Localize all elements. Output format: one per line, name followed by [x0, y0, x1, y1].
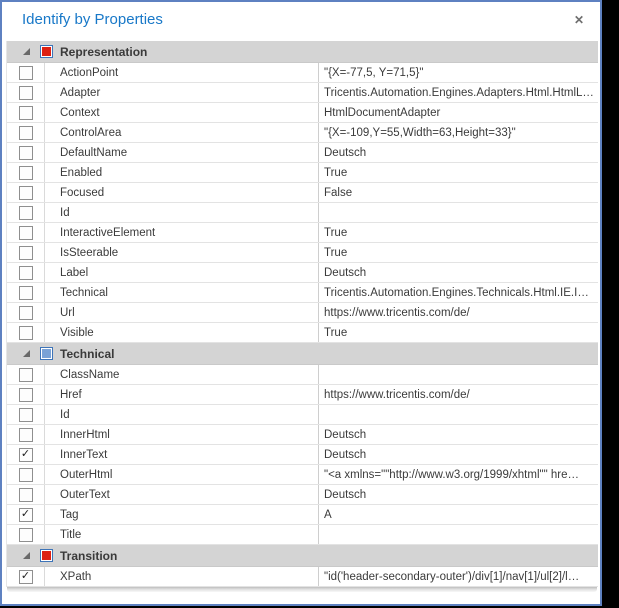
checkbox-cell-tag: [7, 505, 45, 524]
property-value-actionpoint[interactable]: "{X=-77,5, Y=71,5}": [324, 66, 424, 79]
property-row-url: [7, 303, 598, 323]
checkbox-adapter[interactable]: [19, 86, 33, 100]
property-value-issteerable[interactable]: True: [324, 246, 348, 259]
property-row-outerhtml: [7, 465, 598, 485]
property-name-tag: Tag: [45, 505, 319, 524]
checkbox-cell-url: [7, 303, 45, 322]
property-name-enabled: Enabled: [45, 163, 319, 182]
close-icon: ✕: [573, 13, 585, 27]
property-name-title: Title: [45, 525, 319, 544]
property-row-visible: [7, 323, 598, 343]
close-button[interactable]: [571, 12, 587, 28]
property-row-enabled: [7, 163, 598, 183]
property-value-context[interactable]: HtmlDocumentAdapter: [324, 106, 441, 119]
property-row-issteerable: [7, 243, 598, 263]
checkbox-issteerable[interactable]: [19, 246, 33, 260]
checkbox-enabled[interactable]: [19, 166, 33, 180]
property-value-id[interactable]: [319, 405, 598, 424]
checkbox-cell-controlarea: [7, 123, 45, 142]
checkbox-cell-outertext: [7, 485, 45, 504]
checkbox-interactiveelement[interactable]: [19, 226, 33, 240]
property-value-innerhtml[interactable]: Deutsch: [324, 428, 367, 441]
checkbox-id[interactable]: [19, 206, 33, 220]
property-name-focused: Focused: [45, 183, 319, 202]
property-row-xpath: [7, 567, 598, 587]
property-row-href: [7, 385, 598, 405]
property-row-controlarea: [7, 123, 598, 143]
dialog-titlebar: [2, 2, 600, 41]
property-row-tag: [7, 505, 598, 525]
checkbox-cell-adapter: [7, 83, 45, 102]
checkbox-cell-id: [7, 203, 45, 222]
property-row-adapter: [7, 83, 598, 103]
property-value-label[interactable]: Deutsch: [324, 266, 367, 279]
property-name-adapter: Adapter: [45, 83, 319, 102]
checkmark-icon: ✓: [20, 570, 31, 582]
checkbox-cell-label: [7, 263, 45, 282]
checkmark-icon: ✓: [20, 448, 31, 460]
property-name-outerhtml: OuterHtml: [45, 465, 319, 484]
checkbox-outerhtml[interactable]: [19, 468, 33, 482]
property-row-interactiveelement: [7, 223, 598, 243]
property-value-outertext[interactable]: Deutsch: [324, 488, 367, 501]
checkbox-cell-classname: [7, 365, 45, 384]
checkbox-label[interactable]: [19, 266, 33, 280]
checkbox-cell-technical: [7, 283, 45, 302]
property-grid: [6, 41, 598, 587]
property-name-id: Id: [45, 405, 319, 424]
property-value-interactiveelement[interactable]: True: [324, 226, 348, 239]
representation-section-icon: [40, 45, 53, 58]
property-value-tag[interactable]: A: [324, 508, 332, 521]
property-value-title[interactable]: [319, 525, 598, 544]
technical-section-icon: [40, 347, 53, 360]
section-label: Technical: [60, 346, 115, 361]
property-row-outertext: [7, 485, 598, 505]
property-name-classname: ClassName: [45, 365, 319, 384]
property-name-outertext: OuterText: [45, 485, 319, 504]
checkbox-cell-focused: [7, 183, 45, 202]
checkbox-innerhtml[interactable]: [19, 428, 33, 442]
transition-section-icon: [40, 549, 53, 562]
section-header-representation[interactable]: [7, 41, 598, 63]
property-row-actionpoint: [7, 63, 598, 83]
property-row-label: [7, 263, 598, 283]
property-name-innertext: InnerText: [45, 445, 319, 464]
property-row-defaultname: [7, 143, 598, 163]
checkbox-cell-actionpoint: [7, 63, 45, 82]
property-value-focused[interactable]: False: [324, 186, 353, 199]
section-label: Transition: [60, 548, 118, 563]
checkbox-context[interactable]: [19, 106, 33, 120]
checkbox-cell-title: [7, 525, 45, 544]
property-name-label: Label: [45, 263, 319, 282]
property-row-focused: [7, 183, 598, 203]
dialog-title: Identify by Properties: [22, 11, 163, 28]
checkbox-cell-visible: [7, 323, 45, 342]
section-header-transition[interactable]: [7, 545, 598, 567]
property-value-controlarea[interactable]: "{X=-109,Y=55,Width=63,Height=33}": [324, 126, 516, 139]
checkbox-innertext[interactable]: [19, 448, 33, 462]
property-value-visible[interactable]: True: [324, 326, 348, 339]
property-row-title: [7, 525, 598, 545]
property-value-id[interactable]: [319, 203, 598, 222]
checkbox-cell-interactiveelement: [7, 223, 45, 242]
property-name-href: Href: [45, 385, 319, 404]
property-row-technical: [7, 283, 598, 303]
checkbox-cell-href: [7, 385, 45, 404]
property-value-defaultname[interactable]: Deutsch: [324, 146, 367, 159]
checkbox-technical[interactable]: [19, 286, 33, 300]
property-name-technical: Technical: [45, 283, 319, 302]
property-value-url[interactable]: https://www.tricentis.com/de/: [324, 306, 470, 319]
checkbox-cell-innerhtml: [7, 425, 45, 444]
checkbox-url[interactable]: [19, 306, 33, 320]
property-row-id: [7, 405, 598, 425]
checkbox-outertext[interactable]: [19, 488, 33, 502]
checkbox-cell-context: [7, 103, 45, 122]
expander-icon[interactable]: [23, 552, 30, 559]
property-value-href[interactable]: https://www.tricentis.com/de/: [324, 388, 470, 401]
grid-drop-shadow: [7, 587, 597, 592]
property-row-innertext: [7, 445, 598, 465]
checkbox-title[interactable]: [19, 528, 33, 542]
property-name-xpath: XPath: [45, 567, 319, 586]
checkbox-actionpoint[interactable]: [19, 66, 33, 80]
property-value-technical[interactable]: Tricentis.Automation.Engines.Technicals.Html.IE.I…: [324, 286, 589, 299]
checkbox-defaultname[interactable]: [19, 146, 33, 160]
property-name-controlarea: ControlArea: [45, 123, 319, 142]
property-name-context: Context: [45, 103, 319, 122]
checkbox-classname[interactable]: [19, 368, 33, 382]
checkbox-cell-enabled: [7, 163, 45, 182]
checkbox-tag[interactable]: [19, 508, 33, 522]
checkbox-cell-defaultname: [7, 143, 45, 162]
checkbox-cell-innertext: [7, 445, 45, 464]
property-name-visible: Visible: [45, 323, 319, 342]
checkbox-controlarea[interactable]: [19, 126, 33, 140]
property-name-url: Url: [45, 303, 319, 322]
property-name-actionpoint: ActionPoint: [45, 63, 319, 82]
property-value-outerhtml[interactable]: "<a xmlns=""http://www.w3.org/1999/xhtml"" hre…: [324, 468, 579, 481]
property-value-adapter[interactable]: Tricentis.Automation.Engines.Adapters.Html.HtmlL…: [324, 86, 594, 99]
property-name-id: Id: [45, 203, 319, 222]
checkmark-icon: ✓: [20, 508, 31, 520]
checkbox-xpath[interactable]: [19, 570, 33, 584]
property-value-enabled[interactable]: True: [324, 166, 348, 179]
checkbox-cell-outerhtml: [7, 465, 45, 484]
section-header-technical[interactable]: [7, 343, 598, 365]
property-row-classname: [7, 365, 598, 385]
property-value-classname[interactable]: [319, 365, 598, 384]
checkbox-visible[interactable]: [19, 326, 33, 340]
property-name-issteerable: IsSteerable: [45, 243, 319, 262]
checkbox-cell-issteerable: [7, 243, 45, 262]
expander-icon[interactable]: [23, 48, 30, 55]
property-value-xpath[interactable]: "id('header-secondary-outer')/div[1]/nav[1]/ul[2]/l…: [324, 570, 580, 583]
expander-icon[interactable]: [23, 350, 30, 357]
property-row-id: [7, 203, 598, 223]
section-label: Representation: [60, 44, 148, 59]
checkbox-cell-xpath: [7, 567, 45, 586]
property-row-innerhtml: [7, 425, 598, 445]
property-name-innerhtml: InnerHtml: [45, 425, 319, 444]
property-value-innertext[interactable]: Deutsch: [324, 448, 367, 461]
property-name-defaultname: DefaultName: [45, 143, 319, 162]
checkbox-id[interactable]: [19, 408, 33, 422]
property-name-interactiveelement: InteractiveElement: [45, 223, 319, 242]
checkbox-focused[interactable]: [19, 186, 33, 200]
checkbox-cell-id: [7, 405, 45, 424]
checkbox-href[interactable]: [19, 388, 33, 402]
property-row-context: [7, 103, 598, 123]
